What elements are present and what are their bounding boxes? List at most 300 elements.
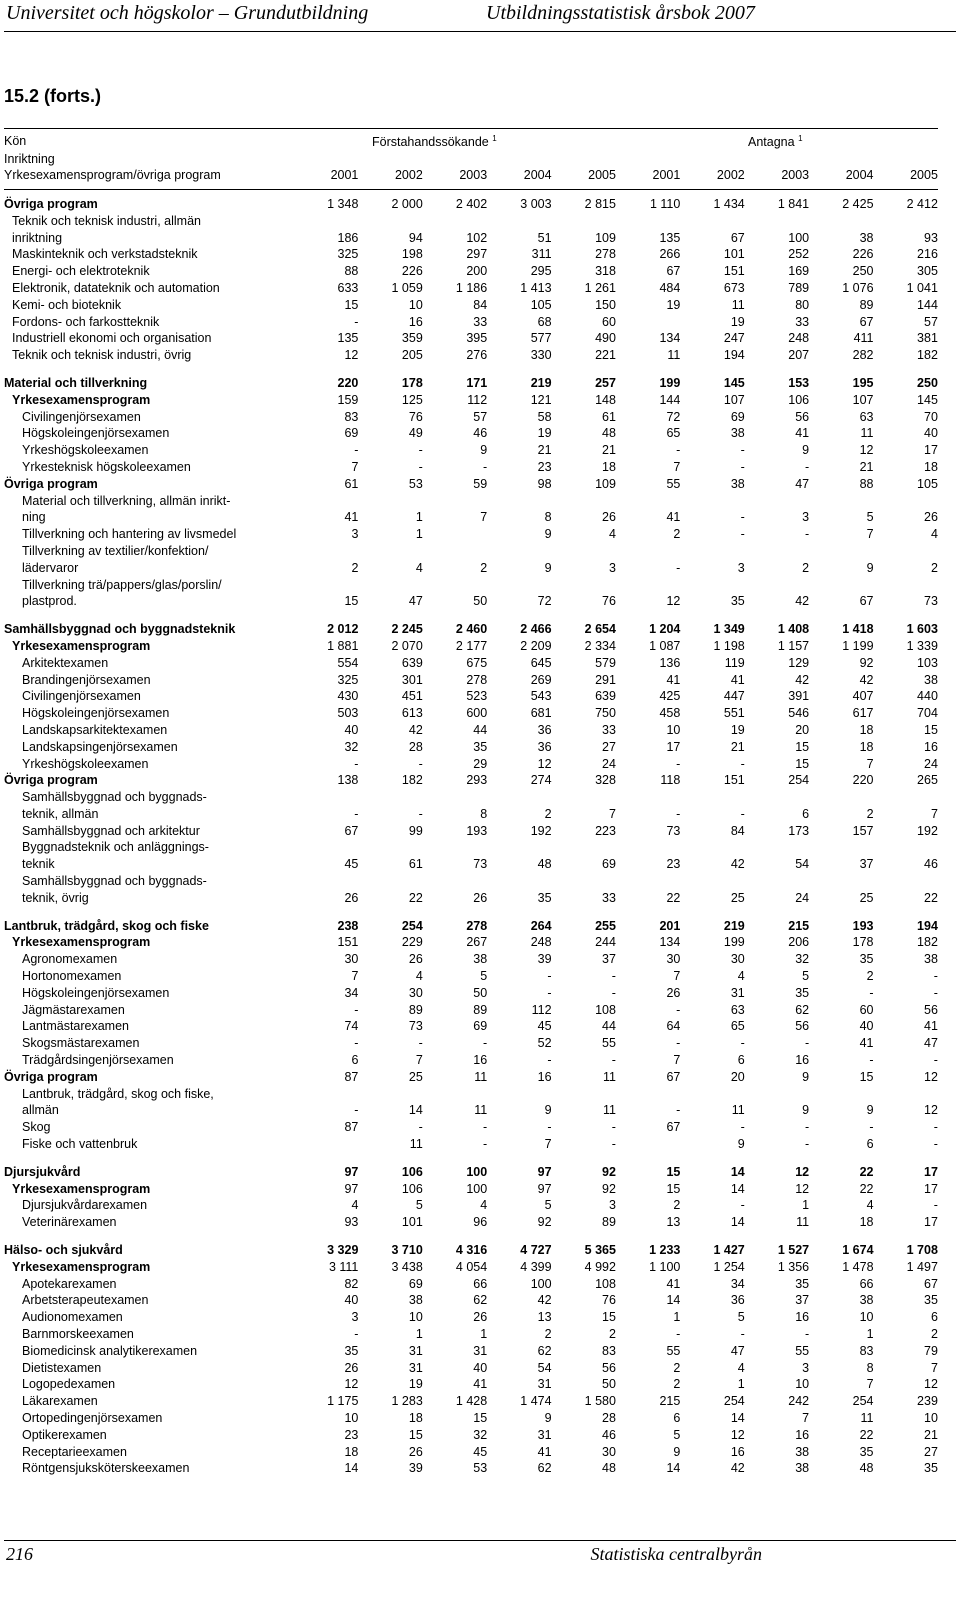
- value-cell: 76: [602, 1293, 616, 1308]
- row-label: Hälso- och sjukvård: [4, 1243, 123, 1258]
- value-cell: 67: [859, 314, 874, 329]
- value-cell: 98: [537, 476, 552, 491]
- value-cell: [358, 839, 422, 856]
- value-cell: -: [483, 459, 488, 474]
- value-cell: 14: [730, 1181, 745, 1196]
- value-cell: 223: [595, 823, 616, 838]
- value-cell: 2: [609, 1327, 616, 1341]
- value-cell: 108: [595, 1002, 616, 1017]
- value-cell: 105: [530, 297, 552, 312]
- table-row: [4, 1102, 938, 1119]
- value-cell: 8: [866, 1360, 874, 1375]
- value-cell: 201: [659, 918, 681, 933]
- value-cell: 42: [730, 1461, 745, 1476]
- row-label: Röntgensjuksköterskeexamen: [22, 1461, 190, 1476]
- value-cell: 7: [866, 756, 874, 771]
- value-cell: [423, 1086, 487, 1103]
- value-cell: 35: [859, 1444, 874, 1459]
- value-cell: 3: [802, 1360, 810, 1375]
- value-cell: -: [933, 1120, 938, 1135]
- value-cell: 15: [344, 297, 359, 312]
- value-cell: 97: [537, 1181, 552, 1196]
- value-cell: 7: [802, 1410, 810, 1425]
- table-row: [4, 951, 938, 968]
- value-cell: 2: [544, 1327, 552, 1341]
- row-label: Yrkesexamensprogram: [12, 1259, 151, 1274]
- value-cell: [616, 1136, 680, 1153]
- table-row: [4, 593, 938, 610]
- group1-label: Förstahandssökande: [372, 135, 489, 150]
- value-cell: 64: [666, 1019, 681, 1034]
- value-cell: 97: [344, 1164, 359, 1179]
- value-cell: 35: [795, 985, 810, 1000]
- value-cell: 219: [530, 375, 552, 390]
- col-head-inriktning: Inriktning: [4, 152, 55, 166]
- value-cell: 31: [408, 1343, 423, 1358]
- table-row: [4, 621, 938, 638]
- value-cell: 50: [602, 1377, 616, 1392]
- value-cell: 69: [602, 857, 616, 872]
- value-cell: [874, 1086, 938, 1103]
- value-cell: 76: [602, 594, 616, 609]
- table-row: [4, 890, 938, 907]
- value-cell: 12: [924, 1069, 938, 1084]
- value-cell: 14: [408, 1103, 423, 1118]
- value-cell: 36: [537, 722, 552, 737]
- value-cell: 106: [401, 1181, 423, 1196]
- row-label: lädervaror: [22, 560, 79, 575]
- table-row: [4, 263, 938, 280]
- value-cell: [487, 213, 551, 230]
- value-cell: 5: [802, 969, 810, 984]
- value-cell: 56: [602, 1360, 616, 1375]
- value-cell: 38: [730, 476, 745, 491]
- value-cell: 1: [673, 1310, 681, 1325]
- value-cell: 61: [602, 409, 616, 424]
- value-cell: 1 087: [649, 638, 681, 653]
- value-cell: [680, 1086, 744, 1103]
- value-cell: 40: [924, 426, 938, 441]
- value-cell: -: [611, 969, 616, 984]
- value-cell: 639: [401, 655, 423, 670]
- value-cell: 119: [724, 655, 745, 670]
- value-cell: 1 413: [520, 280, 552, 295]
- value-cell: 97: [344, 1181, 359, 1196]
- value-cell: 88: [859, 476, 874, 491]
- row-label: Lantbruk, trädgård, skog och fiske,: [22, 1086, 214, 1101]
- value-cell: 49: [408, 426, 423, 441]
- value-cell: 291: [595, 672, 616, 687]
- value-cell: -: [676, 806, 681, 821]
- value-cell: 267: [466, 935, 488, 950]
- year-cell: 2003: [459, 168, 488, 182]
- row-label: Kemi- och bioteknik: [12, 297, 122, 312]
- table-row: [4, 1242, 938, 1259]
- row-label: Övriga program: [4, 197, 98, 211]
- value-cell: [552, 873, 616, 890]
- value-cell: 3: [802, 510, 810, 525]
- table-row: [4, 968, 938, 985]
- value-cell: 1 339: [906, 638, 938, 653]
- value-cell: 28: [408, 739, 423, 754]
- value-cell: 503: [337, 706, 359, 721]
- value-cell: [552, 1086, 616, 1103]
- value-cell: 50: [473, 985, 488, 1000]
- col-head-program: Yrkesexamensprogram/övriga program: [4, 168, 221, 182]
- value-cell: 15: [408, 1427, 423, 1442]
- value-cell: 44: [473, 722, 488, 737]
- row-label: Civilingenjörsexamen: [22, 409, 141, 424]
- value-cell: 14: [730, 1410, 745, 1425]
- value-cell: 2: [480, 560, 488, 575]
- value-cell: [358, 543, 422, 560]
- value-cell: [874, 789, 938, 806]
- value-cell: 199: [723, 935, 745, 950]
- value-cell: 1 356: [777, 1259, 810, 1274]
- value-cell: 106: [401, 1164, 423, 1179]
- table-row: [4, 655, 938, 672]
- row-label: Djursjukvårdarexamen: [22, 1198, 148, 1213]
- value-cell: 11: [860, 426, 874, 441]
- value-cell: [487, 873, 551, 890]
- value-cell: 229: [401, 935, 423, 950]
- value-cell: [358, 213, 422, 230]
- value-cell: 33: [602, 722, 616, 737]
- value-cell: 12: [730, 1427, 745, 1442]
- value-cell: 7: [866, 1377, 874, 1392]
- value-cell: 101: [401, 1215, 423, 1230]
- value-cell: 88: [344, 264, 359, 279]
- value-cell: 2 460: [455, 622, 488, 637]
- value-cell: 1 349: [713, 622, 745, 637]
- value-cell: 293: [466, 773, 488, 788]
- value-cell: 2 466: [520, 622, 552, 637]
- value-cell: 2: [544, 806, 552, 821]
- value-cell: 7: [351, 459, 359, 474]
- table-row: [4, 392, 938, 409]
- table-row: [4, 1181, 938, 1198]
- table-row: [4, 1259, 938, 1276]
- row-label: teknik, allmän: [22, 806, 99, 821]
- value-cell: -: [804, 527, 810, 542]
- year-cell: 2004: [523, 168, 552, 182]
- value-cell: 278: [595, 247, 616, 262]
- table-row: [4, 442, 938, 459]
- table-row: [4, 705, 938, 722]
- value-cell: 7: [673, 969, 681, 984]
- value-cell: 73: [924, 594, 938, 609]
- value-cell: [874, 577, 938, 594]
- value-cell: 9: [802, 1103, 810, 1118]
- value-cell: -: [354, 1002, 359, 1017]
- value-cell: -: [418, 756, 423, 771]
- value-cell: 216: [917, 247, 938, 262]
- value-cell: [616, 543, 680, 560]
- value-cell: -: [933, 969, 938, 984]
- value-cell: 83: [602, 1343, 616, 1358]
- value-cell: 13: [537, 1310, 552, 1325]
- value-cell: 4: [351, 1198, 359, 1213]
- value-cell: 57: [473, 409, 488, 424]
- value-cell: [487, 543, 551, 560]
- row-label: Teknik och teknisk industri, allmän: [12, 213, 201, 228]
- value-cell: 67: [666, 1120, 681, 1135]
- value-cell: 41: [859, 1036, 874, 1051]
- value-cell: 359: [401, 331, 423, 346]
- value-cell: 17: [924, 1181, 938, 1196]
- footer-rule: [4, 1540, 956, 1541]
- value-cell: 19: [537, 426, 552, 441]
- value-cell: [423, 526, 487, 543]
- value-cell: -: [483, 1036, 488, 1051]
- value-cell: [680, 213, 744, 230]
- value-cell: 17: [924, 443, 938, 458]
- value-cell: [809, 543, 873, 560]
- value-cell: 35: [537, 890, 552, 905]
- value-cell: -: [869, 1120, 874, 1135]
- row-label: Yrkeshögskoleexamen: [22, 756, 149, 771]
- value-cell: 23: [666, 857, 681, 872]
- value-cell: 41: [666, 1276, 681, 1291]
- value-cell: 11: [409, 1137, 423, 1152]
- value-cell: 269: [530, 672, 552, 687]
- value-cell: -: [804, 1327, 810, 1341]
- value-cell: 39: [537, 952, 552, 967]
- value-cell: 1 199: [842, 638, 874, 653]
- value-cell: 484: [659, 280, 681, 295]
- value-cell: 447: [723, 689, 745, 704]
- value-cell: 238: [337, 918, 359, 933]
- row-label: Arbetsterapeutexamen: [22, 1293, 149, 1308]
- value-cell: 1 434: [713, 197, 745, 211]
- value-cell: 193: [852, 918, 874, 933]
- table-row: [4, 1035, 938, 1052]
- header-right: Utbildningsstatistisk årsbok 2007: [486, 2, 755, 24]
- row-label: Övriga program: [4, 773, 98, 788]
- value-cell: 10: [924, 1410, 938, 1425]
- row-label: Samhällsbyggnad och arkitektur: [22, 823, 200, 838]
- value-cell: 1: [802, 1198, 810, 1213]
- value-cell: 239: [917, 1394, 938, 1409]
- value-cell: 11: [860, 1410, 874, 1425]
- value-cell: 103: [917, 655, 938, 670]
- value-cell: 27: [602, 739, 616, 754]
- value-cell: 613: [401, 706, 423, 721]
- value-cell: 12: [537, 756, 552, 771]
- value-cell: 1: [415, 527, 423, 542]
- value-cell: [874, 839, 938, 856]
- value-cell: 27: [924, 1444, 938, 1459]
- value-cell: 276: [466, 348, 488, 363]
- value-cell: 87: [344, 1120, 359, 1135]
- value-cell: 1 841: [777, 197, 810, 211]
- value-cell: 4: [415, 560, 423, 575]
- value-cell: -: [611, 1137, 616, 1152]
- value-cell: 41: [344, 510, 359, 525]
- value-cell: 11: [731, 297, 745, 312]
- value-cell: 40: [859, 1019, 874, 1034]
- value-cell: [294, 1136, 358, 1153]
- value-cell: 2 000: [391, 197, 423, 211]
- value-cell: [487, 577, 551, 594]
- value-cell: [745, 493, 809, 510]
- value-cell: 100: [788, 230, 810, 245]
- value-cell: 26: [344, 1360, 359, 1375]
- value-cell: 6: [866, 1137, 874, 1152]
- year-cell: 2001: [330, 168, 359, 182]
- table-row: [4, 1164, 938, 1181]
- group1-footnote: 1: [492, 134, 497, 143]
- value-cell: 1 283: [391, 1394, 423, 1409]
- value-cell: 51: [537, 230, 552, 245]
- value-cell: 72: [537, 594, 552, 609]
- row-label: Tillverkning trä/pappers/glas/porslin/: [22, 577, 222, 592]
- value-cell: 9: [802, 1069, 810, 1084]
- value-cell: 11: [474, 1069, 488, 1084]
- value-cell: -: [933, 985, 938, 1000]
- value-cell: -: [354, 1103, 359, 1118]
- value-cell: 10: [344, 1410, 359, 1425]
- value-cell: 60: [859, 1002, 874, 1017]
- row-label: Dietistexamen: [22, 1360, 102, 1375]
- row-label: plastprod.: [22, 594, 77, 609]
- value-cell: [809, 1086, 873, 1103]
- column-header-years: [4, 168, 938, 185]
- value-cell: 25: [730, 890, 745, 905]
- row-label: Receptarieexamen: [22, 1444, 127, 1459]
- table-row: [4, 213, 938, 230]
- value-cell: 6: [673, 1410, 681, 1425]
- value-cell: 20: [795, 722, 810, 737]
- table-row: [4, 280, 938, 297]
- value-cell: 5: [544, 1198, 552, 1213]
- value-cell: [680, 543, 744, 560]
- value-cell: 24: [602, 756, 616, 771]
- value-cell: 15: [924, 722, 938, 737]
- value-cell: 11: [667, 348, 681, 363]
- value-cell: 38: [795, 1461, 810, 1476]
- value-cell: 22: [859, 1164, 874, 1179]
- value-cell: 48: [859, 1461, 874, 1476]
- value-cell: [487, 839, 551, 856]
- row-label: Skog: [22, 1120, 51, 1135]
- value-cell: 32: [795, 952, 810, 967]
- value-cell: [487, 1086, 551, 1103]
- value-cell: -: [676, 1327, 681, 1341]
- value-cell: 26: [473, 1310, 488, 1325]
- value-cell: 41: [730, 672, 745, 687]
- value-cell: 33: [795, 314, 810, 329]
- value-cell: 9: [544, 560, 552, 575]
- value-cell: 41: [666, 510, 681, 525]
- value-cell: 17: [924, 1164, 938, 1179]
- value-cell: 12: [666, 594, 681, 609]
- value-cell: -: [676, 1103, 681, 1118]
- value-cell: 107: [852, 392, 874, 407]
- value-cell: -: [547, 1053, 552, 1068]
- value-cell: 26: [473, 890, 488, 905]
- value-cell: 600: [466, 706, 488, 721]
- value-cell: 125: [401, 392, 423, 407]
- value-cell: [294, 493, 358, 510]
- value-cell: 16: [473, 1053, 488, 1068]
- value-cell: 92: [859, 655, 874, 670]
- value-cell: 112: [467, 392, 488, 407]
- value-cell: 1 233: [649, 1243, 681, 1258]
- row-label: Övriga program: [4, 476, 98, 491]
- spacer-row: [4, 1231, 938, 1242]
- value-cell: 220: [337, 375, 359, 390]
- value-cell: 4: [415, 969, 423, 984]
- value-cell: 89: [473, 1002, 488, 1017]
- value-cell: -: [740, 756, 745, 771]
- value-cell: 63: [859, 409, 874, 424]
- value-cell: [874, 543, 938, 560]
- value-cell: 30: [408, 985, 423, 1000]
- value-cell: 543: [530, 689, 552, 704]
- value-cell: [358, 493, 422, 510]
- value-cell: 18: [859, 722, 874, 737]
- value-cell: -: [933, 1053, 938, 1068]
- table-row: [4, 806, 938, 823]
- value-cell: 11: [796, 1215, 810, 1230]
- value-cell: -: [354, 443, 359, 458]
- value-cell: 38: [924, 952, 938, 967]
- value-cell: [745, 839, 809, 856]
- value-cell: 4 316: [455, 1243, 488, 1258]
- value-cell: 68: [537, 314, 552, 329]
- table-title: 15.2 (forts.): [4, 86, 102, 106]
- value-cell: 15: [859, 1069, 874, 1084]
- value-cell: 29: [473, 756, 488, 771]
- value-cell: 554: [337, 655, 359, 670]
- table-row: [4, 1326, 938, 1343]
- value-cell: 2: [673, 527, 681, 542]
- value-cell: 328: [595, 773, 616, 788]
- table-row: [4, 425, 938, 442]
- value-cell: 38: [730, 426, 745, 441]
- value-cell: [809, 839, 873, 856]
- value-cell: 145: [723, 375, 745, 390]
- value-cell: 178: [852, 935, 874, 950]
- value-cell: 6: [351, 1053, 359, 1068]
- value-cell: 1 041: [906, 280, 938, 295]
- value-cell: 301: [401, 672, 423, 687]
- value-cell: 65: [666, 426, 681, 441]
- value-cell: [680, 493, 744, 510]
- value-cell: 42: [537, 1293, 552, 1308]
- value-cell: 278: [466, 918, 488, 933]
- value-cell: 33: [602, 890, 616, 905]
- value-cell: 2 334: [584, 638, 616, 653]
- value-cell: 84: [473, 297, 488, 312]
- value-cell: 4: [737, 1360, 745, 1375]
- table-row: [4, 1444, 938, 1461]
- value-cell: 53: [473, 1461, 488, 1476]
- value-cell: 21: [730, 739, 745, 754]
- value-cell: 37: [859, 857, 874, 872]
- value-cell: 73: [666, 823, 681, 838]
- value-cell: 151: [337, 935, 359, 950]
- value-cell: [358, 1086, 422, 1103]
- value-cell: 7: [415, 1053, 423, 1068]
- value-cell: 19: [730, 722, 745, 737]
- value-cell: [745, 789, 809, 806]
- value-cell: 55: [666, 1343, 681, 1358]
- value-cell: 47: [795, 476, 810, 491]
- value-cell: 7: [673, 1053, 681, 1068]
- value-cell: 3: [351, 527, 359, 542]
